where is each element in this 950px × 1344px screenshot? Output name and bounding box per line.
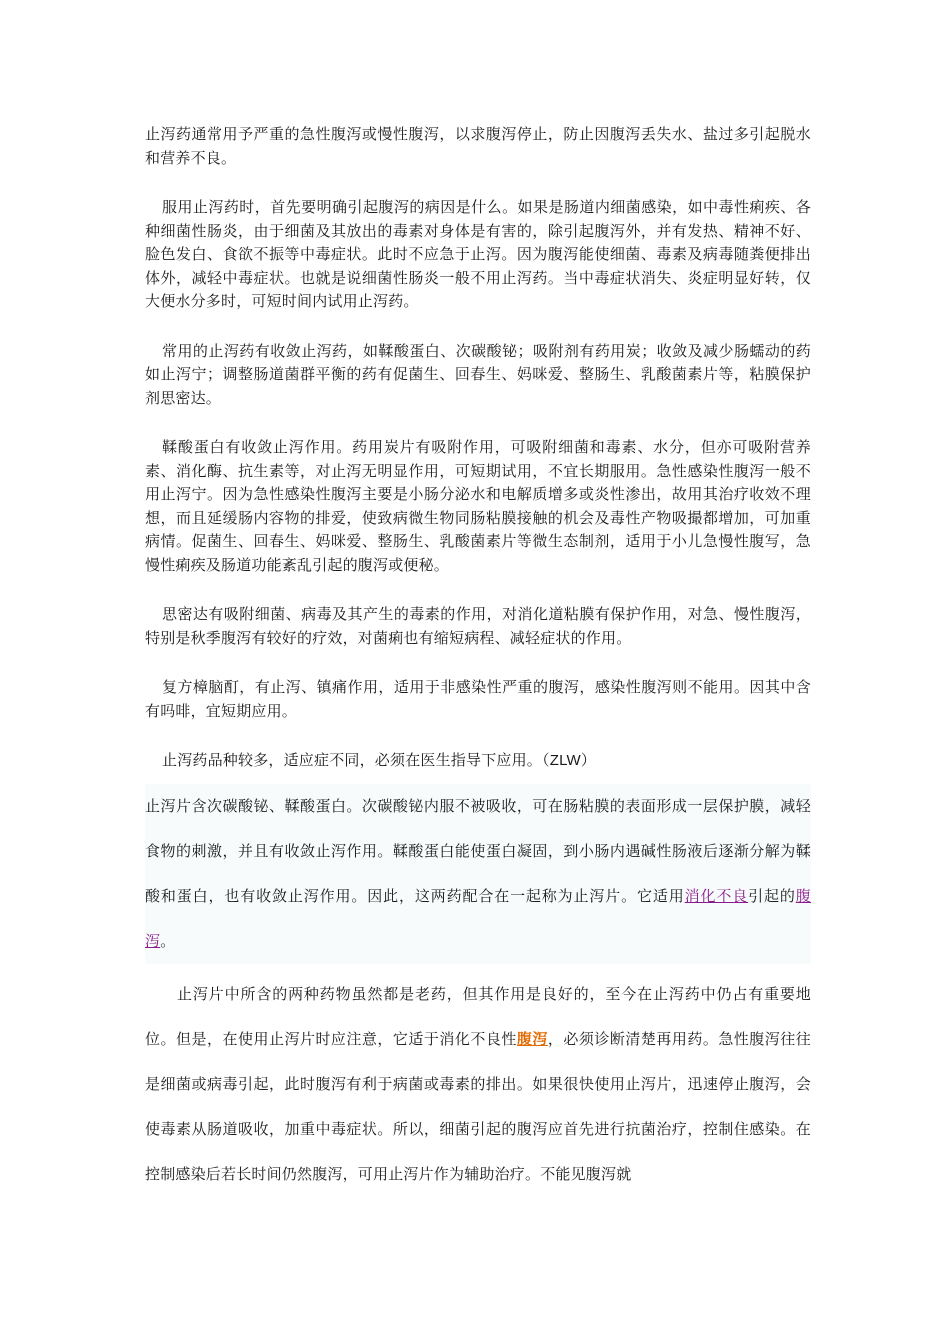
paragraph-tannalbin: 鞣酸蛋白有收敛止泻作用。药用炭片有吸附作用，可吸附细菌和毒素、水分，但亦可吸附营养素、消化酶、抗生素等，对止泻无明显作用，可短期试用，不宜长期服用。急性感染性腹泻一般不用止泻宁。因为急性感染性腹泻主要是小肠分泌水和电解质增多或炎性渗出，故用其治疗收效不理想，而且延缓肠内容物的排爱，使致病微生物同肠粘膜接触的机会及毒性产物吸撮都增加，可加重病情。促菌生、回春生、妈咪爱、整肠生、乳酸菌素片等微生态制剂，适用于小儿急慢性腹写，急慢性痢疾及肠道功能紊乱引起的腹泻或便秘。 [145,438,811,574]
zhixie-mid: 引起的 [748,887,796,905]
paragraph-zhixie-caution [145,972,811,1197]
paragraph-smecta: 思密达有吸附细菌、病毒及其产生的毒素的作用，对消化道粘膜有保护作用，对急、慢性腹泻，特别是秋季腹泻有较好的疗效，对菌痢也有缩短病程、减轻症状的作用。 [145,605,811,647]
paragraph-camphor: 复方樟脑酊，有止泻、镇痛作用，适用于非感染性严重的腹泻，感染性腹泻则不能用。因其中含有吗啡，宜短期应用。 [145,678,811,720]
link-diarrhea-bold[interactable]: 腹泻 [516,1030,548,1048]
article-body [145,123,811,773]
paragraph-intro: 止泻药通常用予严重的急性腹泻或慢性腹泻，以求腹泻停止，防止因腹泻丢失水、盐过多引起脱水和营养不良。 [145,125,811,167]
closing-tag: （ZLW） [542,752,597,769]
paragraph-cause: 服用止泻药时，首先要明确引起腹泻的病因是什么。如果是肠道内细菌感染，如中毒性痢疾、各种细菌性肠炎，由于细菌及其放出的毒素对身体是有害的，除引起腹泻外，并有发热、精神不好、脸色发白、食欲不振等中毒症状。此时不应急于止泻。因为腹泻能使细菌、毒素及病毒随粪便排出体外，减轻中毒症状。也就是说细菌性肠炎一般不用止泻药。当中毒症状消失、炎症明显好转，仅大便水分多时，可短时间内试用止泻药。 [145,198,811,310]
caution-text-b: ，必须诊断清楚再用药。急性腹泻往往是细菌或病毒引起，此时腹泻有利于病菌或毒素的排出。如果很快使用止泻片，迅速停止腹泻，会使毒素从肠道吸收，加重中毒症状。所以，细菌引起的腹泻应首先进行抗菌治疗，控制住感染。在控制感染后若长时间仍然腹泻，可用止泻片作为辅助治疗。不能见腹泻就 [145,1030,811,1183]
link-indigestion[interactable]: 消化不良 [684,887,749,905]
highlighted-block [145,784,811,964]
section-two [145,796,811,1197]
zhixie-text: 止泻片含次碳酸铋、鞣酸蛋白。次碳酸铋内服不被吸收，可在肠粘膜的表面形成一层保护膜，减轻食物的刺激，并且有收敛止泻作用。鞣酸蛋白能使蛋白凝固，到小肠内遇碱性肠液后逐渐分解为鞣酸和蛋白，也有收敛止泻作用。因此，这两药配合在一起称为止泻片。它适用 [145,797,811,905]
link-diarrhea[interactable]: 腹泻 [145,887,811,950]
closing-text: 止泻药品种较多，适应症不同，必须在医生指导下应用。 [162,751,543,769]
paragraph-common-drugs: 常用的止泻药有收敛止泻药，如鞣酸蛋白、次碳酸铋；吸附剂有药用炭；收敛及减少肠蠕动的药如止泻宁；调整肠道菌群平衡的药有促菌生、回春生、妈咪爱、整肠生、乳酸菌素片等，粘膜保护剂思密达。 [145,341,811,407]
caution-text-a: 止泻片中所含的两种药物虽然都是老药，但其作用是良好的，至今在止泻药中仍占有重要地位。但是，在使用止泻片时应注意，它适于消化不良性 [145,985,811,1048]
zhixie-end: 。 [160,932,176,950]
paragraph-zhixie-tablet [145,784,811,964]
paragraph-closing [145,749,811,773]
